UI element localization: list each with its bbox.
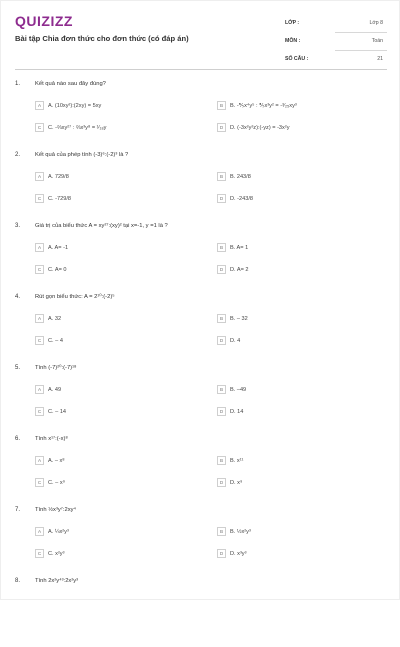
answer-option-c[interactable] (35, 122, 106, 133)
option-letter-box: B (217, 314, 226, 323)
option-text: D. (-3x²y²z):(-yz) = -3x²y (230, 124, 290, 131)
option-letter-box: D (217, 478, 226, 487)
option-letter-box: C (35, 194, 44, 203)
question-item (15, 79, 387, 150)
option-text: D. x⁹ (230, 479, 243, 486)
option-letter-box: A (35, 385, 44, 394)
option-text: D. 4 (230, 337, 241, 344)
answer-option-c[interactable] (35, 335, 63, 346)
answer-option-d[interactable] (217, 264, 249, 275)
quizizz-logo: QUIZIZZ (15, 13, 73, 29)
option-letter-box: B (217, 243, 226, 252)
question-text: Tính 2x²y⁴³:2x²y³ (35, 578, 79, 584)
answer-option-d[interactable] (217, 548, 246, 559)
option-text: D. -243/8 (230, 195, 254, 202)
option-text: B. –49 (230, 386, 247, 393)
option-text: D. 14 (230, 408, 244, 415)
option-text: A. – x⁸ (48, 457, 65, 464)
answer-option-b[interactable] (217, 384, 246, 395)
answer-option-a[interactable] (35, 313, 61, 324)
option-letter-box: B (217, 527, 226, 536)
question-item (15, 505, 387, 576)
option-text: D. x³y³ (230, 550, 247, 557)
header-divider (15, 69, 387, 70)
question-text: Tính (-7)²⁰:(-7)¹⁸ (35, 365, 77, 371)
option-letter-box: A (35, 314, 44, 323)
answer-option-d[interactable] (217, 335, 240, 346)
question-text: Kết quả nào sau đây đúng? (35, 81, 106, 87)
meta-row-class (285, 15, 387, 33)
answer-option-a[interactable] (35, 455, 65, 466)
option-letter-box: D (217, 336, 226, 345)
answer-option-d[interactable] (217, 406, 243, 417)
option-text: B. 243/8 (230, 173, 251, 180)
option-text: C. -729/8 (48, 195, 72, 202)
question-item (15, 150, 387, 221)
option-text: B. -⅗x⁴y⁵ : ⅗x³y² = -³⁄₂₅xy³ (230, 102, 297, 109)
option-text: C. – 14 (48, 408, 67, 415)
option-text: B. ½x²y³ (230, 528, 251, 535)
answer-option-a[interactable] (35, 100, 101, 111)
option-text: C. A= 0 (48, 266, 67, 273)
option-text: B. A= 1 (230, 244, 249, 251)
option-letter-box: C (35, 407, 44, 416)
option-letter-box: C (35, 265, 44, 274)
question-number: 3. (15, 223, 21, 229)
question-text: Rút gọn biểu thức: A = 2¹⁰:(-2)⁵ (35, 294, 115, 300)
answer-option-b[interactable] (217, 171, 251, 182)
answer-option-b[interactable] (217, 100, 297, 111)
option-text: A. 49 (48, 386, 62, 393)
answer-option-a[interactable] (35, 384, 61, 395)
option-text: A. 729/8 (48, 173, 69, 180)
option-letter-box: D (217, 407, 226, 416)
option-letter-box: C (35, 478, 44, 487)
meta-value: 21 (377, 56, 383, 62)
question-text: Tính ½x³y⁷:2xy⁴ (35, 507, 76, 513)
answer-option-d[interactable] (217, 122, 290, 133)
option-text: A. A= -1 (48, 244, 69, 251)
answer-option-a[interactable] (35, 171, 69, 182)
answer-option-c[interactable] (35, 548, 64, 559)
answer-option-b[interactable] (217, 526, 251, 537)
option-text: C. – x⁹ (48, 479, 66, 486)
answer-option-c[interactable] (35, 193, 71, 204)
question-item (15, 221, 387, 292)
option-text: B. x¹¹ (230, 457, 244, 464)
option-text: C. x²y³ (48, 550, 65, 557)
question-number: 4. (15, 294, 21, 300)
question-item (15, 576, 387, 647)
page-title: Bài tập Chia đơn thức cho đơn thức (có đáp án) (15, 34, 189, 43)
option-text: A. ¼x²y³ (48, 528, 69, 535)
option-letter-box: C (35, 336, 44, 345)
option-letter-box: A (35, 172, 44, 181)
answer-option-c[interactable] (35, 264, 67, 275)
meta-value: Toán (371, 38, 383, 44)
option-letter-box: D (217, 194, 226, 203)
question-number: 1. (15, 81, 21, 87)
option-letter-box: A (35, 527, 44, 536)
option-letter-box: C (35, 549, 44, 558)
answer-option-b[interactable] (217, 455, 243, 466)
option-letter-box: B (217, 385, 226, 394)
answer-option-b[interactable] (217, 313, 248, 324)
meta-row-subject (285, 33, 387, 51)
question-item (15, 363, 387, 434)
option-text: C. -⅔xy²⁷ : ⅔x³y⁸ = ¹⁄₁₈y (48, 124, 107, 131)
question-list (15, 79, 387, 647)
question-text: Kết quả của phép tính (-3)⁶:(-2)³ là ? (35, 152, 129, 158)
header (15, 13, 387, 65)
meta-label: LỚP : (285, 20, 300, 26)
answer-option-d[interactable] (217, 477, 242, 488)
option-letter-box: D (217, 265, 226, 274)
option-text: D. A= 2 (230, 266, 249, 273)
meta-row-count (285, 51, 387, 68)
question-text: Tính x¹⁷:(-x)⁸ (35, 436, 68, 442)
answer-option-a[interactable] (35, 526, 69, 537)
answer-option-c[interactable] (35, 406, 66, 417)
option-text: A. (10xy²):(2xy) = 5xy (48, 102, 102, 109)
question-number: 6. (15, 436, 21, 442)
meta-box (285, 15, 387, 68)
question-number: 8. (15, 578, 21, 584)
option-letter-box: C (35, 123, 44, 132)
answer-option-b[interactable] (217, 242, 248, 253)
option-letter-box: B (217, 456, 226, 465)
answer-option-d[interactable] (217, 193, 253, 204)
option-letter-box: A (35, 456, 44, 465)
question-number: 5. (15, 365, 21, 371)
option-letter-box: A (35, 243, 44, 252)
option-text: C. – 4 (48, 337, 63, 344)
answer-option-c[interactable] (35, 477, 65, 488)
option-text: A. 32 (48, 315, 62, 322)
meta-label: MÔN : (285, 38, 301, 44)
answer-option-a[interactable] (35, 242, 68, 253)
question-number: 2. (15, 152, 21, 158)
question-number: 7. (15, 507, 21, 513)
option-letter-box: D (217, 123, 226, 132)
question-text: Giá trị của biểu thức A = xy²⁷:(xy)² tại x=-1, y =1 là ? (35, 223, 168, 229)
option-letter-box: B (217, 101, 226, 110)
question-item (15, 292, 387, 363)
option-letter-box: A (35, 101, 44, 110)
option-text: B. – 32 (230, 315, 248, 322)
option-letter-box: B (217, 172, 226, 181)
meta-label: SỐ CÂU : (285, 56, 309, 62)
meta-value: Lớp 8 (369, 20, 383, 26)
question-item (15, 434, 387, 505)
option-letter-box: D (217, 549, 226, 558)
